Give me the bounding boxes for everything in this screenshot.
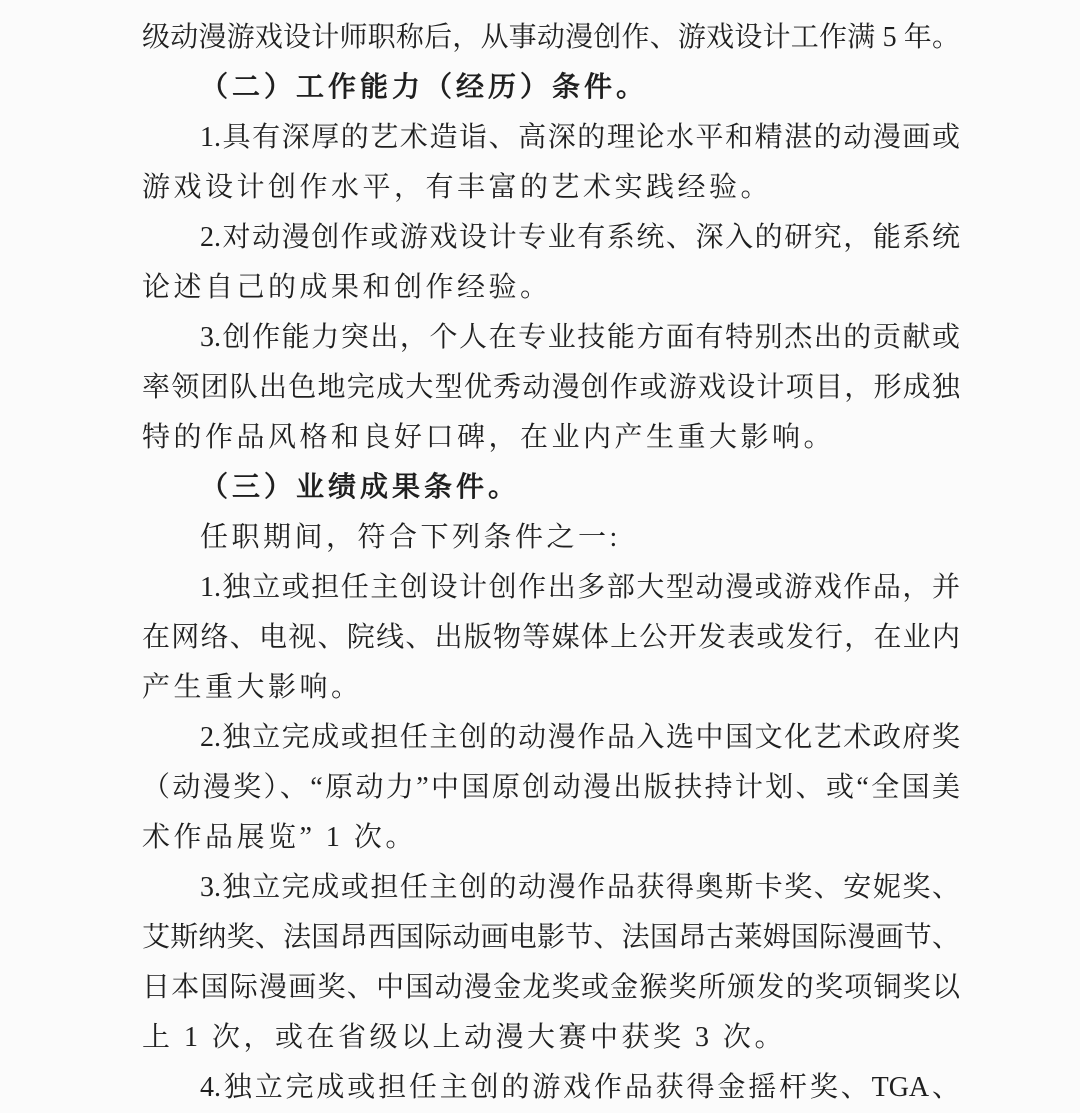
doc-line: 2.对动漫创作或游戏设计专业有系统、深入的研究，能系统 (200, 222, 960, 253)
doc-line: 率领团队出色地完成大型优秀动漫创作或游戏设计项目，形成独 (142, 372, 960, 403)
doc-line: 2.独立完成或担任主创的动漫作品入选中国文化艺术政府奖 (200, 722, 960, 753)
doc-line: 1.具有深厚的艺术造诣、高深的理论水平和精湛的动漫画或 (200, 122, 960, 153)
doc-line: 级动漫游戏设计师职称后，从事动漫创作、游戏设计工作满 5 年。 (142, 22, 960, 53)
doc-line: 游戏设计创作水平，有丰富的艺术实践经验。 (142, 172, 773, 203)
doc-line: 4.独立完成或担任主创的游戏作品获得金摇杆奖、TGA、 (200, 1072, 960, 1103)
doc-line: （动漫奖）、“原动力”中国原创动漫出版扶持计划、或“全国美 (142, 772, 960, 803)
doc-line: 在网络、电视、院线、出版物等媒体上公开发表或发行，在业内 (142, 622, 960, 653)
doc-line: 艾斯纳奖、法国昂西国际动画电影节、法国昂古莱姆国际漫画节、 (142, 922, 960, 953)
doc-line: 1.独立或担任主创设计创作出多部大型动漫或游戏作品，并 (200, 572, 960, 603)
section-heading-2: （二）工作能力（经历）条件。 (200, 72, 649, 103)
doc-line: 特的作品风格和良好口碑，在业内产生重大影响。 (142, 422, 836, 453)
doc-line: 任职期间，符合下列条件之一: (200, 522, 621, 553)
section-heading-3: （三）业绩成果条件。 (200, 472, 521, 503)
doc-line: 3.创作能力突出，个人在专业技能方面有特别杰出的贡献或 (200, 322, 960, 353)
doc-line: 3.独立完成或担任主创的动漫作品获得奥斯卡奖、安妮奖、 (200, 872, 960, 903)
doc-line: 产生重大影响。 (142, 672, 363, 703)
doc-line: 论述自己的成果和创作经验。 (142, 272, 552, 303)
doc-line: 术作品展览” 1 次。 (142, 822, 417, 853)
doc-line: 日本国际漫画奖、中国动漫金龙奖或金猴奖所颁发的奖项铜奖以 (142, 972, 960, 1003)
doc-line: 上 1 次，或在省级以上动漫大赛中获奖 3 次。 (142, 1022, 787, 1053)
